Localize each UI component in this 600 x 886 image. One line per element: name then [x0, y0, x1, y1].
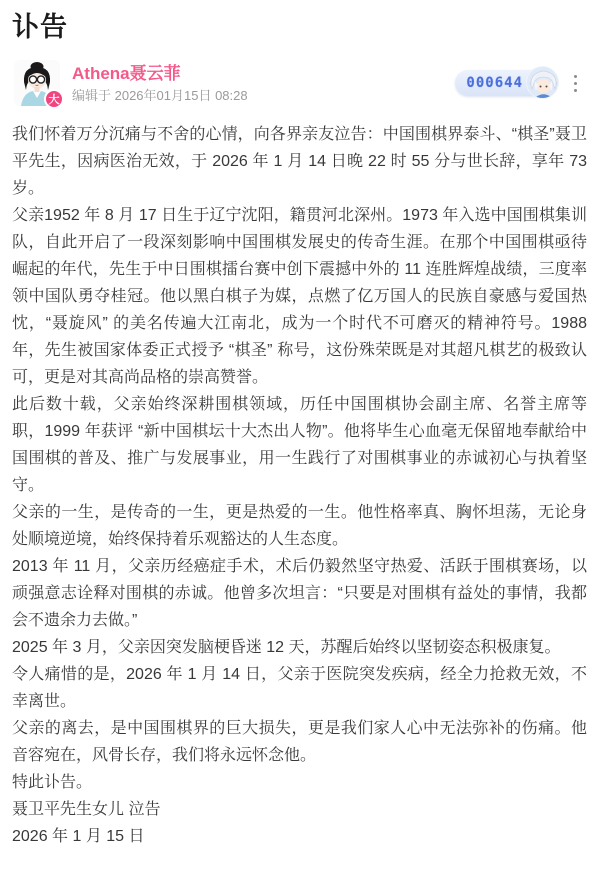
- post-paragraph: 我们怀着万分沉痛与不舍的心情，向各界亲友泣告：中国围棋界泰斗、“棋圣”聂卫平先生，因病医治无效，于 2026 年 1 月 14 日晚 22 时 55 分与世长辞，享年 73 岁。: [12, 126, 587, 197]
- kebab-dot: [574, 82, 577, 85]
- anime-avatar-icon: [527, 67, 559, 99]
- post-page: [0, 10, 600, 850]
- author-name[interactable]: Athena聂云菲: [72, 63, 181, 83]
- kebab-dot: [574, 75, 577, 78]
- post-paragraph: 父亲的离去，是中国围棋界的巨大损失，更是我们家人心中无法弥补的伤痛。他音容宛在，风骨长存，我们将永远怀念他。: [12, 720, 587, 764]
- post-signature: 聂卫平先生女儿 泣告: [12, 801, 161, 818]
- author-info: [72, 64, 248, 103]
- counter-avatar: [526, 66, 559, 99]
- page-title: 讣告: [12, 12, 68, 42]
- post-body: [0, 121, 600, 850]
- post-edit-timestamp: 编辑于 2026年01月15日 08:28: [72, 87, 248, 103]
- author-header: [0, 59, 600, 107]
- author-avatar[interactable]: [14, 60, 60, 106]
- post-paragraph: 父亲1952 年 8 月 17 日生于辽宁沈阳，籍贯河北深州。1973 年入选中国围棋集训队，自此开启了一段深刻影响中国围棋发展史的传奇生涯。在那个中国围棋亟待崛起的年代，先生于中日围棋擂台赛中创下震撼中外的 11 连胜辉煌战绩，三度率领中国队勇夺桂冠。他以黑白棋子为媒，点燃了亿万国人的民族自豪感与爱国热忱，“聂旋风” 的美名传遍大江南北，成为一个时代不可磨灭的精神符号。1988 年，先生被国家体委正式授予 “棋圣” 称号，这份殊荣既是对其超凡棋艺的极致认可，更是对其高尚品格的崇高赞誉。: [12, 207, 587, 386]
- visitor-counter-value: 000644: [466, 75, 523, 91]
- post-paragraph: 此后数十载，父亲始终深耕围棋领域，历任中国围棋协会副主席、名誉主席等职，1999 年获评 “新中国棋坛十大杰出人物”。他将毕生心血毫无保留地奉献给中国围棋的普及、推广与发展事业，用一生践行了对围棋事业的赤诚初心与执着坚守。: [12, 396, 587, 494]
- post-paragraph: 令人痛惜的是，2026 年 1 月 14 日，父亲于医院突发疾病，经全力抢救无效，不幸离世。: [12, 666, 587, 710]
- more-options-kebab-icon[interactable]: [569, 71, 582, 96]
- kebab-dot: [574, 89, 577, 92]
- author-level-badge: 大: [44, 89, 64, 109]
- post-paragraph: 父亲的一生，是传奇的一生，更是热爱的一生。他性格率真、胸怀坦荡，无论身处顺境逆境，始终保持着乐观豁达的人生态度。: [12, 504, 587, 548]
- post-paragraph: 2013 年 11 月，父亲历经癌症手术，术后仍毅然坚守热爱、活跃于围棋赛场，以顽强意志诠释对围棋的赤诚。他曾多次坦言：“只要是对围棋有益处的事情，我都会不遗余力去做。”: [12, 558, 587, 629]
- post-paragraph: 特此讣告。: [12, 774, 93, 791]
- post-paragraph: 2025 年 3 月，父亲因突发脑梗昏迷 12 天，苏醒后始终以坚韧姿态积极康复。: [12, 639, 561, 656]
- post-date: 2026 年 1 月 15 日: [12, 828, 145, 845]
- visitor-counter-widget[interactable]: [455, 70, 553, 96]
